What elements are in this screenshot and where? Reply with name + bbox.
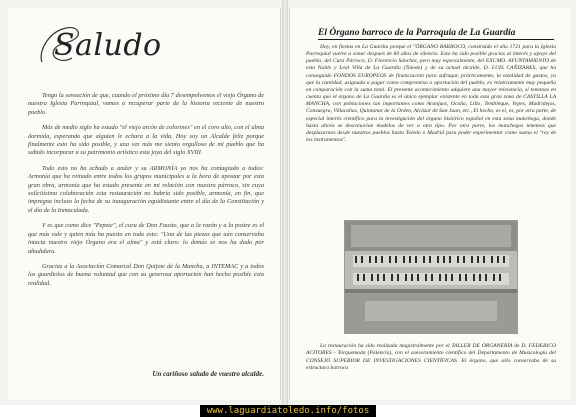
greeting-paragraph: Gracias a la Asociación Comarcal Don Quijote de la Mancha, a INTEMAC y a todos los guardiolos de buena voluntad que con su generosa aportación han hecho posible esta realidad. (28, 262, 264, 287)
greeting-paragraph: Más de medio siglo ha estado "el viejo arcón de colorines" en el coro alto, con el alma dormida, esperando que alguien le echara a la vida. Hoy soy un Alcalde feliz porque finalmente esto ha sido posible, y una vez más me siento orgulloso de mi pueblo que ha sabido incorporar a su patrimonio artístico esta joya del siglo XVIII. (28, 124, 264, 157)
article-body (306, 44, 556, 144)
article-heading: El Órgano barroco de la Parroquia de La Guardia (318, 28, 554, 40)
title-text: Saludo (54, 28, 162, 63)
greeting-paragraph: Todo esto no ha echado a andar y su ARMONÍA ya nos ha contagiado a todos: Armonía que ha reinado entre todos los grupos municipales a la hora de apostar por esta gran obra, armonía que ha estado presente en mi relación con nuestro párroco, sin cuya solícitísima colaboración esta restauración no habría sido posible, armonía, en fin, que impregna incluso la fecha de su inauguración equidistante entre el día de la Constitución y el día de la Inmaculada. (28, 164, 264, 214)
page-fold (282, 0, 288, 405)
greeting-paragraph: Tengo la sensación de que, cuando el próximo día 7 desempolvemos el viejo Órgano de nuestra Iglesia Parroquial, vamos a recuperar parte de la historia reciente de nuestro pueblo. (28, 92, 264, 116)
photo-caption (306, 343, 556, 373)
caption-paragraph: La restauración ha sido realizada magistralmente por el TALLER DE ORGANERÍA de D. FEDERICO ACITORES - Torquemada (Palencia), con el asesoramiento científico del Departamento de Musicología del CONSEJO SUPERIOR DE INVESTIGACIONES CIENTÍFICAS. El órgano, que sólo conservaba de su estructura barroca (306, 343, 556, 372)
greeting-paragraph: Y es que como dice "Pepete", el cura de Don Fausto, que a la razón y a la postre es el que más vale y quien más ha puesto en todo esto: "Una de las piezas que aún conservaba intacta nuestro viejo Órgano era el alma" y está claro: lo demás se nos ha dado por añadidura. (28, 222, 264, 255)
page-title (44, 28, 162, 63)
greeting-text (28, 92, 264, 295)
mayor-signature: Un cariñoso saludo de vuestro alcalde. (152, 370, 264, 378)
watermark-url: www.laguardiatoledo.info/fotos (200, 405, 376, 417)
article-paragraph: Hoy, en fiestas en La Guardia porque el "ÓRGANO BARROCO, construido el año 1721 para la Iglesia Parroquial vuelve a sonar después de 60 años de silencio. Esto ha sido posible gracias al interés y apoyo del pueblo, del Cura Párroco, D. Florencio Sánchez, pero muy especialmente, del EXCMO. AYUNTAMIENTO de esta Noble y Leal Villa de La Guardia (Toledo) y de su actual alcalde, D. LUIS CAÑIZARES, que ha conseguido FONDOS EUROPEOS de financiación para sufragar, prácticamente, la totalidad de gastos, ya que la cantidad, asignada a pagar como compromiso o aportación del pueblo, es relativamente muy pequeña en comparación con la suma total. El presente acontecimiento adquiere una mayor relevancia, si tenemos en cuenta que el órgano de La Guardia es el único ejemplar existente en toda esta gran zona de CASTILLA LA MANCHA, con poblaciones tan importantes como Aranjuez, Ocaña, Lillo, Tembleque, Yepes, Madridejos, Consuegra, Villacañas, Quintanar de la Orden, Alcázar de San Juan, etc., El hecho, es el, es, por otra parte, de especial interés científico para la investigación del órgano histórico español en esta zona manchega, donde hasta ahora se desconocían modelos de ver a otro tipo. Por otra parte, los manchegos tenemos que desplazarnos desde nuestros pueblos hasta Toledo o Madrid para poder experimentar como suena el "rey de los instrumentos". (306, 44, 556, 144)
organ-photo-drawing (345, 221, 517, 333)
organ-keyboard-photo (344, 220, 518, 334)
